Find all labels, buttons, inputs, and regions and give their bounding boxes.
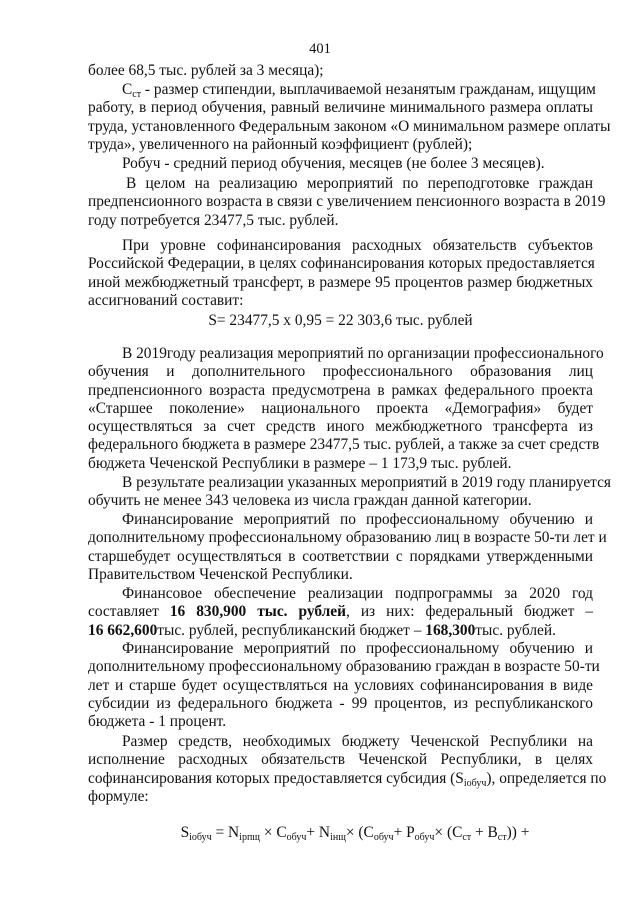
text-line: 16 662,600тыс. рублей, республиканский бюджет – 168,300тыс. рублей. <box>88 621 556 639</box>
text-line: «Старшее поколение» национального проекта «Демография» будет <box>88 399 593 417</box>
text-line: лет и старше будет осуществляться на условиях софинансирования в виде <box>88 676 593 694</box>
text-line: В целом на реализацию мероприятий по переподготовке граждан <box>126 175 593 192</box>
text-line: Робуч - средний период обучения, месяцев (не более 3 месяцев). <box>122 155 545 172</box>
text-line: старшебудет осуществляться в соответствии с порядками утвержденными <box>88 547 593 565</box>
text-line: труда, установленного Федеральным законом «О минимальном размере оплаты <box>88 117 611 135</box>
text-line: Размер средств, необходимых бюджету Чеченской Республики на <box>122 733 593 750</box>
text-line: Финансирование мероприятий по профессиональному обучению и <box>122 511 593 528</box>
paragraph-funds-size <box>88 733 607 806</box>
paragraph-result <box>88 474 611 511</box>
paragraph-cst-definition <box>88 81 611 154</box>
formula-final <box>120 824 590 842</box>
formula-line: S= 23477,5 х 0,95 = 22 303,6 тыс. рублей <box>208 312 473 329</box>
text-line: субсидии из федерального бюджета - 99 процентов, из республиканского <box>88 694 593 712</box>
paragraph-financing-2020 <box>88 585 593 640</box>
text-line: Финансовое обеспечение реализации подпрограммы за 2020 год <box>122 585 593 602</box>
paragraph-robuch <box>88 155 593 173</box>
text-line: формуле: <box>88 787 149 805</box>
text-line: иной межбюджетный трансферт, в размере 95 процентов размер бюджетных <box>88 273 593 291</box>
text-line: Финансирование мероприятий по профессиональному обучению и <box>122 640 593 657</box>
text-line: бюджета Чеченской Республики в размере – 1 173,9 тыс. рублей. <box>88 454 512 472</box>
text-line: осуществляться за счет средств иного межбюджетного трансферта из <box>88 418 593 436</box>
text-line: дополнительному профессиональному образованию лиц в возрасте 50-ти лет и <box>88 529 607 547</box>
text-line: Российской Федерации, в целях софинансирования которых предоставляется <box>88 255 595 273</box>
formula-s <box>88 312 593 330</box>
text-line: ассигнований составит: <box>88 291 244 309</box>
text-line: бюджета - 1 процент. <box>88 713 227 731</box>
text-line: обучения и дополнительного профессионального образования лиц <box>88 363 593 381</box>
text-line: При уровне софинансирования расходных обязательств субъектов <box>122 237 593 254</box>
text-line: году потребуется 23477,5 тыс. рублей. <box>88 211 339 229</box>
paragraph-total <box>88 175 606 230</box>
text-line: В результате реализации указанных мероприятий в 2019 году планируется <box>122 474 611 491</box>
text-line: работу, в период обучения, равный величине минимального размера оплаты <box>88 99 593 117</box>
paragraph-continuation <box>88 62 593 80</box>
text-line: составляет 16 830,900 тыс. рублей, из них: федеральный бюджет – <box>88 603 594 621</box>
paragraph-financing-50-cofin <box>88 640 600 731</box>
text-line: исполнение расходных обязательств Чеченской Республики, в целях <box>88 751 593 769</box>
paragraph-2019 <box>88 345 604 473</box>
text-line: предпенсионного возраста предусмотрена в рамках федерального проекта <box>88 381 593 399</box>
paragraph-financing-50 <box>88 511 607 584</box>
text-line: федерального бюджета в размере 23477,5 тыс. рублей, а также за счет средств <box>88 436 600 454</box>
text-line: предпенсионного возраста в связи с увеличением пенсионного возраста в 2019 <box>88 193 606 211</box>
text-line: софинансирования которых предоставляется субсидия $(S_{iобуч})$, определяется по <box>88 769 607 789</box>
page-number: 401 <box>309 41 331 57</box>
text-line: дополнительному профессиональному образованию граждан в возрасте 50-ти <box>88 658 600 676</box>
text-line: более 68,5 тыс. рублей за 3 месяца); <box>88 62 324 79</box>
text-line: труда», увеличенного на районный коэффициент (рублей); <box>88 135 473 153</box>
paragraph-cofinancing <box>88 237 593 310</box>
text-line: Правительством Чеченской Республики. <box>88 565 353 583</box>
text-line: $С_{ст}$ - размер стипендии, выплачиваемой незанятым гражданам, ищущим <box>122 81 596 100</box>
formula-line: $S_{iобуч} = N_{iрпщ} \times C_{обуч}+ N_{iнщ}\times (C_{обуч}+ P_{обуч}\times (C_{ст} + B_{ст}))$ + <box>180 824 530 843</box>
text-line: обучить не менее 343 человека из числа граждан данной категории. <box>88 492 532 510</box>
text-line: В 2019году реализация мероприятий по организации профессионального <box>122 345 604 362</box>
